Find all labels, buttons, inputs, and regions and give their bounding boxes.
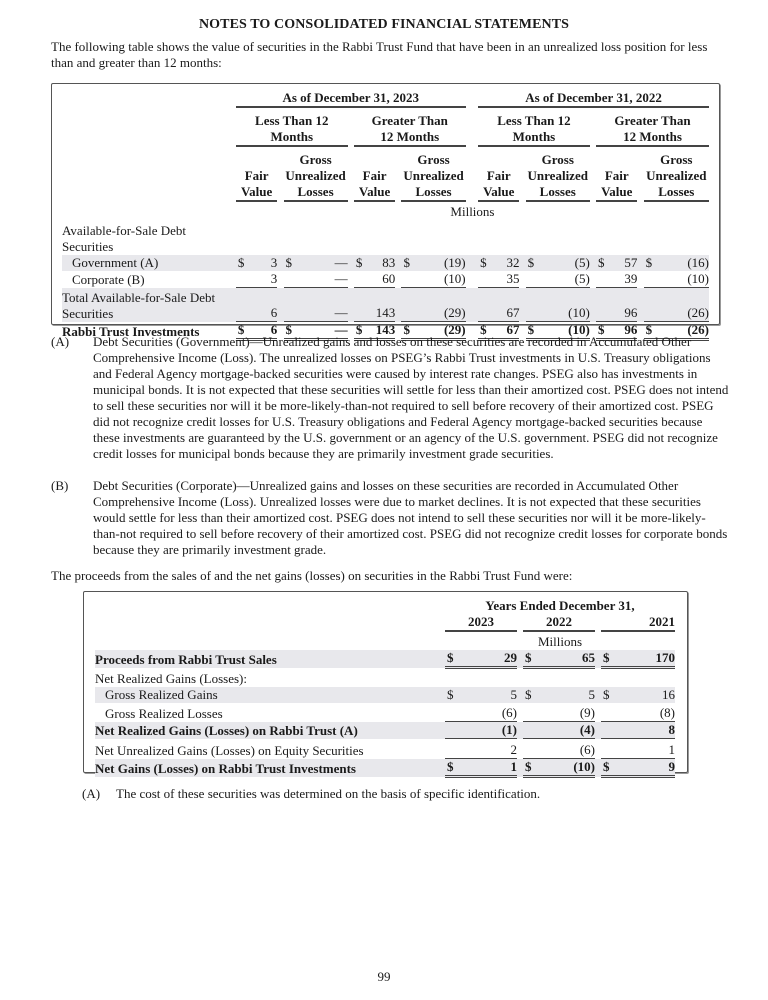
row-label: Government (A) <box>62 255 236 271</box>
table-row-gross-realized-losses: Gross Realized Losses (6) (9) (8) <box>95 703 675 722</box>
year-header: 2021 <box>601 614 675 631</box>
table-row-net-gains-rabbi-trust: Net Gains (Losses) on Rabbi Trust Investments $ 1 $ (10) $ 9 <box>95 759 675 776</box>
period-header-2023: As of December 31, 2023 <box>236 90 466 107</box>
intro-paragraph-2: The proceeds from the sales of and the net gains (losses) on securities in the Rabbi Trust Fund were: <box>51 568 573 583</box>
section-label: Available-for-Sale Debt Securities <box>62 223 187 254</box>
year-header: 2022 <box>523 614 595 631</box>
row-label: Proceeds from Rabbi Trust Sales <box>95 650 445 668</box>
unrealized-loss-table <box>62 90 709 341</box>
row-label: Net Unrealized Gains (Losses) on Equity Securities <box>95 742 364 758</box>
footnote-text: Debt Securities (Government)—Unrealized gains and losses on these securities are recorded in Accumulated Other Comprehensive Income (Loss). The unrealized losses on PSEG’s Rabbi Trust investments in U.S. Treasury obligations and Federal Agency mortgage-backed securities were caused by interest rate changes. PSEG also has investments in municipal bonds. It is not expected that these securities will settle for less than their amortized cost. PSEG does not intend to sell these securities nor will it be more-likely-than-not required to sell before recovery of their amortized cost. PSEG did not recognize credit losses for U.S. Treasury obligations and Federal Agency mortgage-backed securities because these investments are guaranteed by the U.S. government or an agency of the U.S. government. PSEG did not recognize credit losses for municipal bonds because they are primarily investment grade securities. <box>93 334 729 461</box>
row-label: Rabbi Trust Investments <box>62 323 200 339</box>
footnote-table2-a <box>82 786 682 802</box>
row-label: Gross Realized Losses <box>105 705 223 721</box>
table-row-corporate: Corporate (B) 3 — 60 (10) 35 (5) 39 (10) <box>62 271 709 288</box>
col-header: Fair Value <box>596 152 637 201</box>
period-header-2022: As of December 31, 2022 <box>478 90 709 107</box>
table-row-government: Government (A) $ 3 $ — $ 83 $ (19) $ 32 $ (5) $ 57 $ (16) <box>62 255 709 271</box>
year-header: 2023 <box>445 614 517 631</box>
duration-header: Less Than 12 Months <box>478 113 590 146</box>
footnote-b <box>51 478 731 558</box>
footnote-label: (A) <box>82 786 101 801</box>
row-label: Net Gains (Losses) on Rabbi Trust Investments <box>95 759 445 777</box>
page-number: 99 <box>377 969 391 984</box>
row-label: Corporate (B) <box>72 271 145 287</box>
col-header: Fair Value <box>354 152 395 201</box>
col-header: Fair Value <box>236 152 277 201</box>
col-header: Gross Unrealized Losses <box>403 152 464 199</box>
row-label: Net Realized Gains (Losses): <box>95 670 247 686</box>
table-row-net-realized-header <box>95 668 675 687</box>
page-title: NOTES TO CONSOLIDATED FINANCIAL STATEMENTS <box>198 17 570 32</box>
table-row-gross-realized-gains: Gross Realized Gains $ 5 $ 5 $ 16 <box>95 687 675 703</box>
units-label: Millions <box>450 204 495 219</box>
table-row-rabbi-trust-investments: Rabbi Trust Investments $ 6 $ — $ 143 $ (29) $ 67 $ (10) $ 96 $ (26) <box>62 322 709 339</box>
row-label: Net Realized Gains (Losses) on Rabbi Trust (A) <box>95 722 445 739</box>
period-header: Years Ended December 31, <box>485 598 635 613</box>
footnote-text: Debt Securities (Corporate)—Unrealized gains and losses on these securities are recorded in Accumulated Other Comprehensive Income (Loss). Unrealized losses were due to market declines. It is not expected that these securities would settle for less than their amortized cost. PSEG does not intend to sell these securities nor will it be more-likely-than-not required to sell before recovery of their amortized cost. PSEG did not recognize credit losses for corporate bonds because they are primarily investment grade. <box>93 478 728 557</box>
rabbi-trust-sales-table <box>95 598 675 778</box>
table-row-proceeds: Proceeds from Rabbi Trust Sales $ 29 $ 65 $ 170 <box>95 650 675 667</box>
footnote-label: (B) <box>51 478 69 493</box>
units-label: Millions <box>537 634 583 649</box>
duration-header: Greater Than 12 Months <box>596 113 709 146</box>
footnote-text: The cost of these securities was determined on the basis of specific identification. <box>116 786 541 801</box>
table-row-net-realized-rabbi-trust: Net Realized Gains (Losses) on Rabbi Trust (A) (1) (4) 8 <box>95 722 675 738</box>
col-header: Fair Value <box>478 152 519 201</box>
col-header: Gross Unrealized Losses <box>644 152 709 201</box>
footnote-a <box>51 334 731 462</box>
duration-header: Less Than 12 Months <box>236 113 348 146</box>
table-row-net-unrealized-equity: Net Unrealized Gains (Losses) on Equity Securities 2 (6) 1 <box>95 739 675 759</box>
row-label: Gross Realized Gains <box>95 687 445 703</box>
row-label: Total Available-for-Sale Debt Securities <box>62 288 236 322</box>
duration-header: Greater Than 12 Months <box>354 113 466 146</box>
footnote-label: (A) <box>51 334 70 349</box>
col-header: Gross Unrealized Losses <box>527 152 588 199</box>
intro-paragraph: The following table shows the value of securities in the Rabbi Trust Fund that have been in an unrealized loss position for less than and greater than 12 months: <box>51 39 708 70</box>
col-header: Gross Unrealized Losses <box>285 152 346 199</box>
rabbi-trust-sales-table-box <box>83 591 688 776</box>
table-row-total: Total Available-for-Sale Debt Securities 6 — 143 (29) 67 (10) 96 (26) <box>62 289 709 321</box>
unrealized-loss-table-box <box>51 83 720 339</box>
